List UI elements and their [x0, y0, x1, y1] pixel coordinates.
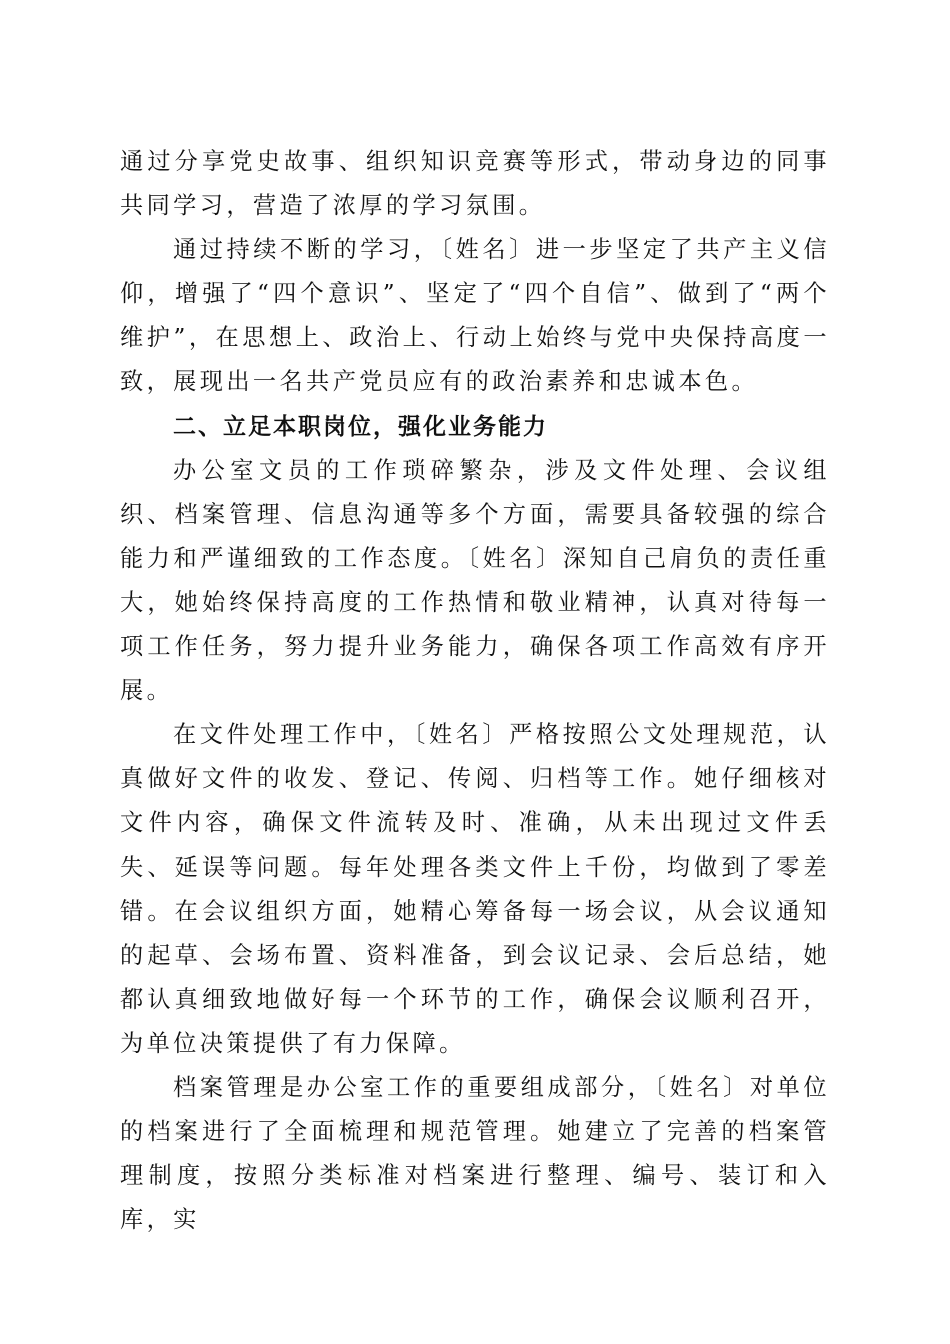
paragraph-study-outcome: 通过持续不断的学习，〔姓名〕进一步坚定了共产主义信仰，增强了“四个意识”、坚定了“四个自信”、做到了“两个维护”，在思想上、政治上、行动上始终与党中央保持高度一致，展现出一名共产党员应有的政治素养和忠诚本色。: [120, 236, 830, 396]
paragraph-document-handling: 在文件处理工作中，〔姓名〕严格按照公文处理规范，认真做好文件的收发、登记、传阅、归档等工作。她仔细核对文件内容，确保文件流转及时、准确，从未出现过文件丢失、延误等问题。每年处理各类文件上千份，均做到了零差错。在会议组织方面，她精心筹备每一场会议，从会议通知的起草、会场布置、资料准备，到会议记录、会后总结，她都认真细致地做好每一个环节的工作，确保会议顺利召开，为单位决策提供了有力保障。: [120, 721, 830, 1057]
paragraph-continued: 通过分享党史故事、组织知识竞赛等形式，带动身边的同事共同学习，营造了浓厚的学习氛围。: [120, 148, 830, 220]
document-body: [120, 140, 830, 1242]
section-heading-2: 二、立足本职岗位，强化业务能力: [173, 413, 548, 440]
paragraph-archive-management: 档案管理是办公室工作的重要组成部分，〔姓名〕对单位的档案进行了全面梳理和规范管理。她建立了完善的档案管理制度，按照分类标准对档案进行整理、编号、装订和入库，实: [120, 1073, 830, 1234]
paragraph-office-duties: 办公室文员的工作琐碎繁杂，涉及文件处理、会议组织、档案管理、信息沟通等多个方面，需要具备较强的综合能力和严谨细致的工作态度。〔姓名〕深知自己肩负的责任重大，她始终保持高度的工作热情和敬业精神，认真对待每一项工作任务，努力提升业务能力，确保各项工作高效有序开展。: [120, 456, 830, 705]
